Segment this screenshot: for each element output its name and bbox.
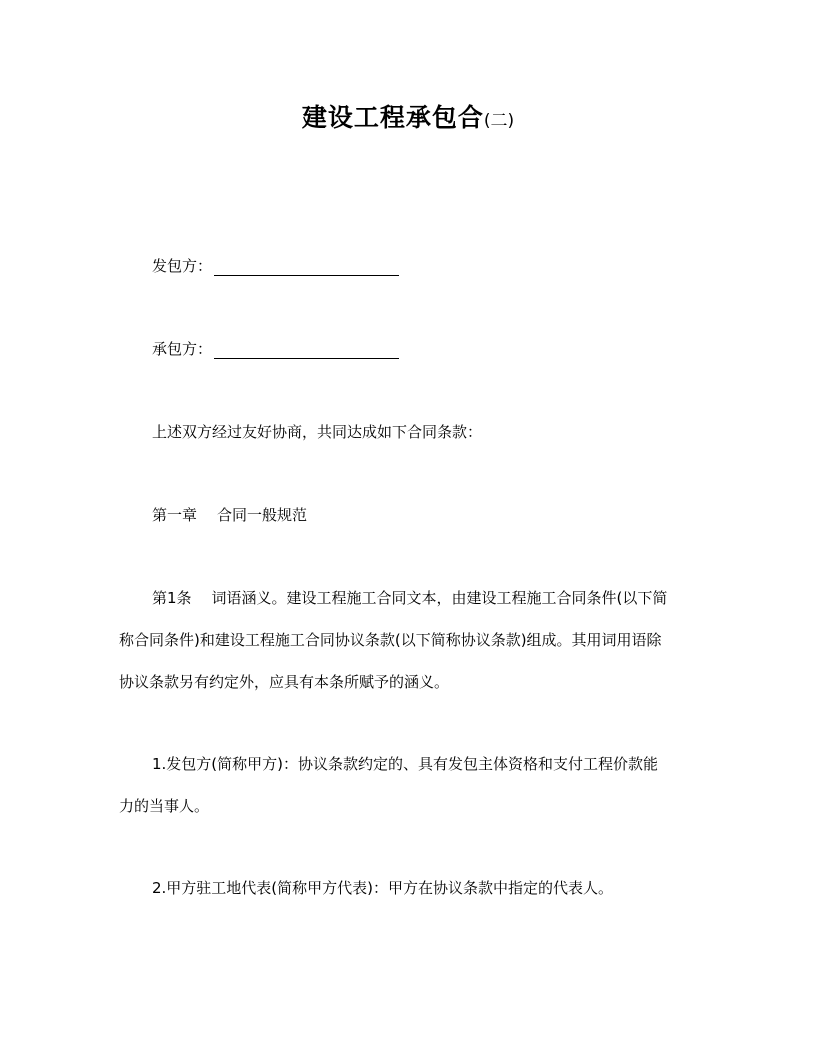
- title-main: 建设工程承包合: [301, 103, 484, 132]
- item-1-line-1: 1.发包方(简称甲方)：协议条款约定的、具有发包主体资格和支付工程价款能: [152, 755, 659, 773]
- article-1-line-1: 第1条 词语涵义。建设工程施工合同文本，由建设工程施工合同条件(以下简: [152, 589, 668, 607]
- contractor-line: [152, 339, 399, 359]
- item-1-line-2: 力的当事人。: [119, 797, 210, 815]
- article-1-line-2: 称合同条件)和建设工程施工合同协议条款(以下简称协议条款)组成。其用词用语除: [119, 631, 662, 649]
- employer-line: [152, 256, 399, 276]
- article-1: [119, 588, 709, 692]
- chapter-heading: [152, 505, 307, 525]
- item-1: [119, 754, 709, 816]
- contractor-label: 承包方：: [152, 340, 213, 358]
- item-2: [119, 878, 709, 898]
- title-suffix: (二): [483, 111, 515, 131]
- contractor-blank: [214, 342, 399, 359]
- chapter-title: 合同一般规范: [217, 506, 308, 524]
- document-title: [0, 98, 816, 134]
- employer-label: 发包方：: [152, 257, 213, 275]
- article-1-number: 第1条: [152, 589, 192, 607]
- intro-text: 上述双方经过友好协商，共同达成如下合同条款：: [152, 423, 483, 441]
- item-2-line-1: 2.甲方驻工地代表(简称甲方代表)：甲方在协议条款中指定的代表人。: [152, 879, 614, 897]
- article-1-line-3: 协议条款另有约定外，应具有本条所赋予的涵义。: [119, 673, 450, 691]
- chapter-number: 第一章: [152, 506, 198, 524]
- employer-blank: [214, 259, 399, 276]
